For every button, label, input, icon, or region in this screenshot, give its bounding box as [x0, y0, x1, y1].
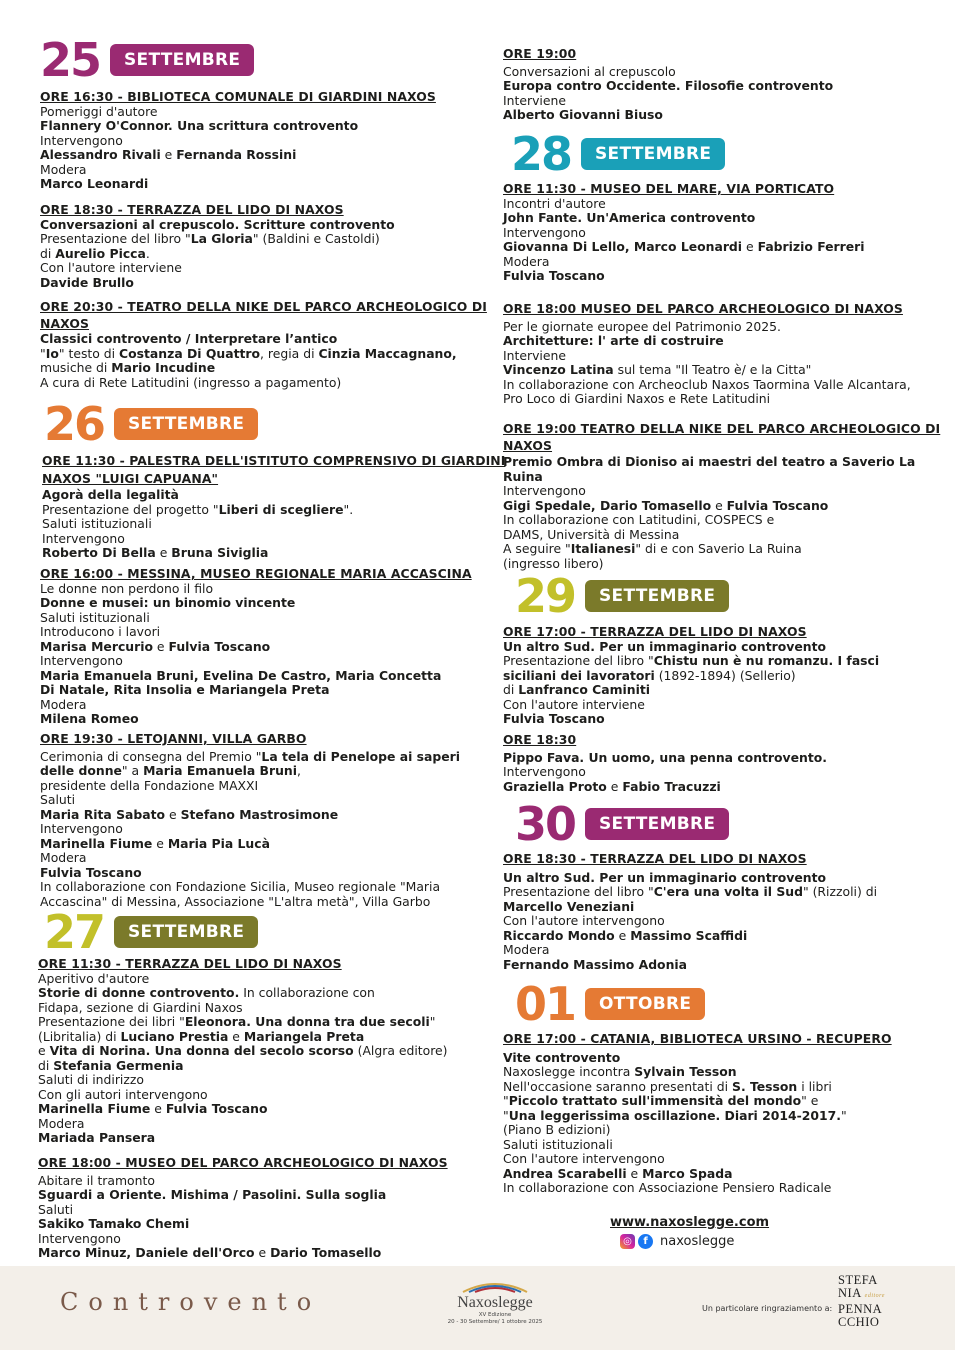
event-block: [503, 852, 877, 972]
speaker: Fernanda Rossini: [176, 147, 297, 162]
musician: Mario Incudine: [111, 360, 216, 375]
event-block: [503, 47, 833, 123]
event-line: Fidapa, sezione di Giardini Naxos: [38, 999, 243, 1015]
moderator: Fulvia Toscano: [40, 864, 142, 880]
book-title: Una leggerissima oscillazione. Diari 2014-2017.: [508, 1107, 841, 1123]
sponsor-line: PENNA: [838, 1302, 883, 1316]
event-line: Per le giornate europee del Patrimonio 2025.: [503, 318, 781, 334]
connector: e: [711, 497, 727, 513]
text: " (Rizzoli) di: [802, 884, 878, 899]
text: " a: [121, 763, 144, 778]
speaker: Alberto Giovanni Biuso: [503, 107, 663, 122]
event-heading: ORE 11:30 - TERRAZZA DEL LIDO DI NAXOS: [38, 956, 342, 971]
event-line: Modera: [503, 942, 550, 957]
play-title: Italianesi: [570, 541, 636, 556]
day-header-25: [40, 34, 254, 86]
event-line: Saluti istituzionali: [40, 609, 150, 625]
connector: e: [606, 778, 623, 794]
text: In collaborazione con: [239, 985, 375, 1000]
event-heading: ORE 19:30 - LETOJANNI, VILLA GARBO: [40, 731, 307, 746]
event-heading-cont: NAXOS: [503, 438, 553, 453]
text: (Libritalia) di: [38, 1028, 121, 1044]
event-heading-cont: NAXOS "LUIGI CAPUANA": [42, 471, 219, 486]
event-heading: ORE 17:00 - CATANIA, BIBLIOTECA URSINO - RECUPERO: [503, 1031, 892, 1046]
event-title-cont: Ruina: [503, 468, 543, 484]
text: ": [429, 1014, 436, 1029]
text: Presentazione del progetto ": [42, 501, 219, 517]
day-number: 25: [40, 33, 101, 87]
connector: e: [152, 835, 168, 851]
day-header-01: [515, 978, 705, 1030]
event-title: Flannery O'Connor. Una scrittura controvento: [40, 118, 359, 133]
book-title: Eleonora. Una donna tra due secoli: [184, 1014, 430, 1029]
moderator: Mariada Pansera: [38, 1130, 156, 1145]
connector: e: [155, 545, 172, 560]
event-title: Sguardi a Oriente. Mishima / Pasolini. Sulla soglia: [38, 1187, 387, 1202]
text: " e: [801, 1093, 819, 1108]
event-line: Intervengono: [40, 821, 123, 836]
event-line: Incontri d'autore: [503, 195, 606, 211]
sponsor-line: NIA: [838, 1286, 862, 1300]
event-title: Un altro Sud. Per un immaginario controvento: [503, 869, 827, 885]
event-block: [503, 733, 827, 794]
book-title: Piccolo trattato sull'immensità del mondo: [508, 1093, 802, 1108]
event-line: In collaborazione con Associazione Pensiero Radicale: [503, 1180, 832, 1195]
books-icon: [440, 1274, 550, 1294]
speaker: Marco Minuz, Daniele dell'Orco: [38, 1245, 255, 1260]
event-line: Pomeriggi d'autore: [40, 103, 158, 119]
event-line: Modera: [503, 253, 550, 269]
speakers: Maria Emanuela Bruni, Evelina De Castro, Maria Concetta: [40, 667, 442, 683]
instagram-icon[interactable]: ◎: [620, 1234, 635, 1249]
facebook-icon[interactable]: f: [638, 1234, 653, 1249]
text: A seguire ": [503, 541, 571, 556]
event-title: Vite controvento: [503, 1049, 621, 1065]
event-title: Conversazioni al crepuscolo. Scritture controvento: [40, 216, 395, 232]
speaker: Fulvia Toscano: [726, 497, 829, 513]
day-number: 30: [515, 797, 576, 851]
event-line: Aperitivo d'autore: [38, 970, 150, 986]
event-line: Modera: [40, 161, 87, 177]
event-line: Pro Loco di Giardini Naxos e Rete Latitudini: [503, 391, 771, 406]
event-line: Saluti di indirizzo: [38, 1072, 144, 1087]
event-line: Modera: [40, 696, 87, 712]
speaker: Dario Tomasello: [270, 1245, 382, 1260]
text: (1892-1894) (Sellerio): [654, 667, 796, 683]
event-title: Architetture: l' arte di costruire: [503, 333, 724, 348]
text: di: [38, 1057, 54, 1073]
speaker: Davide Brullo: [40, 274, 134, 290]
award-title: delle donne: [40, 763, 122, 778]
event-block: [40, 297, 487, 390]
author: Aurelio Picca: [55, 245, 146, 261]
text: Presentazione del libro ": [503, 884, 654, 899]
event-line: Saluti istituzionali: [503, 1136, 613, 1152]
festival-dates: 20 - 30 Settembre/ 1 ottobre 2025: [447, 1319, 543, 1325]
event-line: Intervengono: [40, 132, 123, 148]
author: Mariangela Preta: [243, 1028, 365, 1044]
moderator: Fulvia Toscano: [503, 268, 605, 283]
connector: e: [614, 927, 631, 943]
event-line: Intervengono: [42, 530, 125, 546]
event-block: [38, 1156, 448, 1261]
event-line: Introducono i lavori: [40, 624, 161, 639]
event-line: A cura di Rete Latitudini (ingresso a pagamento): [40, 374, 342, 390]
moderator: Fernando Massimo Adonia: [503, 956, 688, 972]
event-line: Intervengono: [38, 1230, 121, 1246]
event-line: Intervengono: [503, 483, 586, 498]
event-title: Agorà della legalità: [42, 487, 179, 502]
book-title: C'era una volta il Sud: [653, 884, 803, 899]
connector: e: [165, 806, 181, 822]
text: sul tema "Il Teatro è/ e la Citta": [613, 362, 812, 377]
day-header-26: [44, 398, 258, 450]
text: Presentazione del libro ": [40, 231, 191, 246]
speaker: Graziella Proto: [503, 778, 607, 794]
speaker: Riccardo Mondo: [503, 927, 615, 943]
website-link[interactable]: www.naxoslegge.com: [610, 1215, 770, 1230]
text: musiche di: [40, 360, 112, 375]
event-line: Abitare il tramonto: [38, 1172, 155, 1188]
text: ": [840, 1107, 847, 1123]
month-badge: SETTEMBRE: [585, 580, 729, 612]
event-block: [503, 625, 879, 727]
month-badge: SETTEMBRE: [110, 44, 254, 76]
edition: XV Edizione: [478, 1312, 512, 1318]
speakers: Gigi Spedale, Dario Tomasello: [503, 497, 712, 513]
event-line: Con gli autori intervengono: [38, 1086, 208, 1102]
event-heading: ORE 17:00 - TERRAZZA DEL LIDO DI NAXOS: [503, 624, 807, 639]
connector: e: [160, 147, 177, 162]
event-heading-cont: NAXOS: [40, 316, 90, 331]
text: Naxoslegge incontra: [503, 1064, 635, 1079]
event-block: [40, 567, 472, 727]
event-heading: ORE 16:30 - BIBLIOTECA COMUNALE DI GIARDINI NAXOS: [40, 89, 436, 104]
moderator: Marco Leonardi: [40, 176, 149, 191]
day-number: 27: [44, 905, 105, 959]
event-block: [503, 421, 940, 571]
month-badge: SETTEMBRE: [114, 916, 258, 948]
connector: e: [254, 1245, 271, 1260]
event-block: [42, 451, 505, 561]
event-line: Con l'autore interviene: [503, 696, 645, 712]
event-heading: ORE 18:30 - TERRAZZA DEL LIDO DI NAXOS: [503, 851, 807, 866]
day-number: 29: [515, 569, 576, 623]
connector: e: [742, 239, 758, 254]
event-block: [40, 90, 436, 192]
event-title: Donne e musei: un binomio vincente: [40, 595, 296, 610]
author: Luciano Prestia: [120, 1028, 229, 1044]
director: Cinzia Maccagnano,: [318, 345, 457, 361]
sponsor-line: STEFA: [838, 1273, 878, 1287]
naxoslegge-logo: [440, 1274, 550, 1326]
event-line: Saluti: [38, 1201, 74, 1217]
speaker: Marinella Fiume: [40, 835, 153, 851]
event-heading: ORE 18:00 MUSEO DEL PARCO ARCHEOLOGICO DI NAXOS: [503, 301, 903, 316]
event-line: Interviene: [503, 347, 566, 363]
book-title: La Gloria: [190, 231, 253, 246]
day-header-29: [515, 570, 729, 622]
award-title: La tela di Penelope ai saperi: [261, 748, 461, 764]
event-heading: ORE 18:30: [503, 732, 577, 747]
speakers: Di Natale, Rita Insolia e Mariangela Preta: [40, 682, 330, 697]
event-block: [503, 1032, 892, 1196]
text: ": [503, 1107, 509, 1123]
text: Nell'occasione saranno presentati di: [503, 1078, 733, 1094]
event-heading: ORE 19:00: [503, 46, 577, 61]
event-line: DAMS, Università di Messina: [503, 526, 680, 542]
event-heading: ORE 20:30 - TEATRO DELLA NIKE DEL PARCO ARCHEOLOGICO DI: [40, 299, 487, 314]
event-line: Con l'autore interviene: [40, 260, 182, 275]
text: " di e con Saverio La Ruina: [635, 541, 802, 556]
event-line: Conversazioni al crepuscolo: [503, 63, 676, 79]
book-title: Chistu nun è nu romanzu. I fasci: [653, 653, 880, 668]
day-header-27: [44, 906, 258, 958]
event-line: Saluti: [40, 792, 76, 807]
speaker: Massimo Scaffidi: [630, 927, 748, 943]
event-line: In collaborazione con Fondazione Sicilia, Museo regionale "Maria: [40, 879, 441, 894]
social-handle-text: naxoslegge: [660, 1234, 735, 1249]
text: i libri: [797, 1078, 832, 1094]
author: Lanfranco Caminiti: [518, 682, 651, 697]
text: .: [145, 245, 150, 261]
event-heading: ORE 11:30 - PALESTRA DELL'ISTITUTO COMPRENSIVO DI GIARDINI: [42, 453, 506, 468]
event-block: [503, 302, 911, 407]
awardee: Maria Emanuela Bruni: [143, 763, 297, 778]
event-line: In collaborazione con Archeoclub Naxos Taormina Valle Alcantara,: [503, 376, 911, 392]
author: Marcello Veneziani: [503, 898, 635, 914]
speaker: Fabio Tracuzzi: [622, 778, 721, 794]
sponsor-line: CCHIO: [838, 1315, 880, 1329]
text: , regia di: [260, 345, 319, 361]
footer: [0, 1266, 955, 1350]
text: di: [503, 682, 519, 697]
author: S. Tesson: [732, 1078, 798, 1094]
text: " (Baldini e Castoldi): [252, 231, 380, 246]
event-line: Intervengono: [503, 224, 586, 240]
text: ": [503, 1093, 509, 1108]
project-title: Liberi di scegliere: [218, 501, 344, 517]
author: Sylvain Tesson: [634, 1064, 737, 1079]
author: Stefania Germenia: [53, 1057, 184, 1073]
book-title: Vita di Norina. Una donna del secolo scorso: [49, 1043, 354, 1058]
speakers: Giovanna Di Lello, Marco Leonardi: [503, 239, 743, 254]
event-line: Le donne non perdono il filo: [40, 580, 214, 596]
author: Costanza Di Quattro: [119, 345, 261, 361]
event-title: Storie di donne controvento.: [38, 985, 240, 1000]
speaker: Fulvia Toscano: [503, 711, 605, 726]
connector: e: [626, 1165, 643, 1181]
event-line: (ingresso libero): [503, 555, 604, 571]
event-line: Modera: [38, 1115, 85, 1131]
speaker: Maria Rita Sabato: [40, 806, 166, 822]
text: ": [40, 345, 46, 361]
month-badge: SETTEMBRE: [114, 408, 258, 440]
event-heading: ORE 18:00 - MUSEO DEL PARCO ARCHEOLOGICO DI NAXOS: [38, 1155, 448, 1170]
event-block: [503, 182, 865, 284]
thanks-text: Un particolare ringraziamento a:: [702, 1304, 833, 1313]
speaker: Marisa Mercurio: [40, 638, 153, 654]
book-title: siciliani dei lavoratori: [503, 667, 655, 683]
logo-name: Naxoslegge: [457, 1294, 533, 1311]
speaker: Vincenzo Latina: [503, 362, 614, 377]
speaker: Andrea Scarabelli: [503, 1165, 627, 1181]
event-title: Premio Ombra di Dioniso ai maestri del teatro a Saverio La: [503, 454, 916, 469]
text: " testo di: [58, 345, 120, 361]
social-handle: [620, 1234, 734, 1249]
event-line: In collaborazione con Latitudini, COSPECS e: [503, 512, 775, 527]
text: Presentazione del libro ": [503, 653, 654, 668]
month-badge: SETTEMBRE: [581, 138, 725, 170]
event-heading: ORE 11:30 - MUSEO DEL MARE, VIA PORTICATO: [503, 181, 835, 196]
speaker: Bruna Siviglia: [171, 545, 269, 560]
day-number: 26: [44, 397, 105, 451]
event-line: Interviene: [503, 92, 566, 108]
event-line: Con l'autore intervengono: [503, 1151, 665, 1166]
event-title: Pippo Fava. Un uomo, una penna controvento.: [503, 749, 828, 765]
festival-theme: Controvento: [60, 1288, 322, 1316]
speaker: Fulvia Toscano: [165, 1101, 268, 1116]
speaker: Fabrizio Ferreri: [757, 239, 865, 254]
text: Cerimonia di consegna del Premio ": [40, 748, 262, 764]
event-title: Un altro Sud. Per un immaginario controvento: [503, 638, 827, 654]
event-heading: ORE 16:00 - MESSINA, MUSEO REGIONALE MARIA ACCASCINA: [40, 566, 472, 581]
connector: e: [228, 1028, 244, 1044]
event-heading: ORE 18:30 - TERRAZZA DEL LIDO DI NAXOS: [40, 202, 344, 217]
event-title: Classici controvento / Interpretare l’antico: [40, 331, 338, 346]
event-line: Accascina" di Messina, Associazione "L'altra metà", Villa Garbo: [40, 893, 431, 909]
play-title: Io: [45, 345, 59, 361]
speaker: Alessandro Rivali: [40, 147, 161, 162]
sponsor-logo: [838, 1274, 885, 1329]
text: di: [40, 245, 56, 261]
event-line: Saluti istituzionali: [42, 516, 152, 531]
event-heading: ORE 19:00 TEATRO DELLA NIKE DEL PARCO ARCHEOLOGICO DI: [503, 421, 941, 436]
speaker: Marco Spada: [642, 1165, 733, 1181]
day-header-28: [511, 128, 725, 180]
event-line: Modera: [40, 850, 87, 865]
speaker: Marinella Fiume: [38, 1101, 151, 1116]
event-line: (Piano B edizioni): [503, 1122, 611, 1137]
event-line: Intervengono: [503, 764, 586, 779]
day-number: 01: [515, 977, 576, 1031]
event-title: John Fante. Un'America controvento: [503, 210, 756, 225]
text: (Algra editore): [353, 1043, 448, 1058]
text: ".: [343, 501, 354, 517]
speaker: Maria Pia Lucà: [167, 835, 270, 851]
connector: e: [152, 638, 169, 654]
day-number: 28: [511, 127, 572, 181]
connector: e: [150, 1101, 166, 1116]
moderator: Milena Romeo: [40, 711, 139, 726]
sponsor-tag: editore: [864, 1293, 885, 1299]
event-line: Con l'autore intervengono: [503, 913, 665, 928]
speaker: Sakiko Tamako Chemi: [38, 1216, 190, 1231]
event-title: Europa contro Occidente. Filosofie controvento: [503, 78, 834, 93]
day-header-30: [515, 798, 729, 850]
text: e: [38, 1043, 50, 1058]
text: Presentazione dei libri ": [38, 1014, 185, 1029]
month-badge: SETTEMBRE: [585, 808, 729, 840]
speaker: Roberto Di Bella: [42, 545, 156, 560]
event-line: Intervengono: [40, 653, 123, 668]
event-block: [40, 203, 395, 290]
speaker: Stefano Mastrosimone: [180, 806, 339, 822]
event-block: [38, 957, 448, 1146]
event-block: ORE 19:30 - LETOJANNI, VILLA GARBO Cerimonia di consegna del Premio "La tela di Penelope ai saperi delle donne" a Maria Emanuela Bruni, presidente della Fondazione MAXXI Saluti Maria Rita Sabato e Stefano Mastrosimone Intervengono Marinella Fiume e Maria Pia Lucà Modera Fulvia Toscano In collaborazione con Fondazione Sicilia, Museo regionale "Maria Accascina" di Messina, Associazione "L'altra metà", Villa Garbo: [40, 731, 461, 909]
month-badge: OTTOBRE: [585, 988, 705, 1020]
speaker: Fulvia Toscano: [168, 638, 271, 654]
event-line: presidente della Fondazione MAXXI: [40, 777, 259, 793]
